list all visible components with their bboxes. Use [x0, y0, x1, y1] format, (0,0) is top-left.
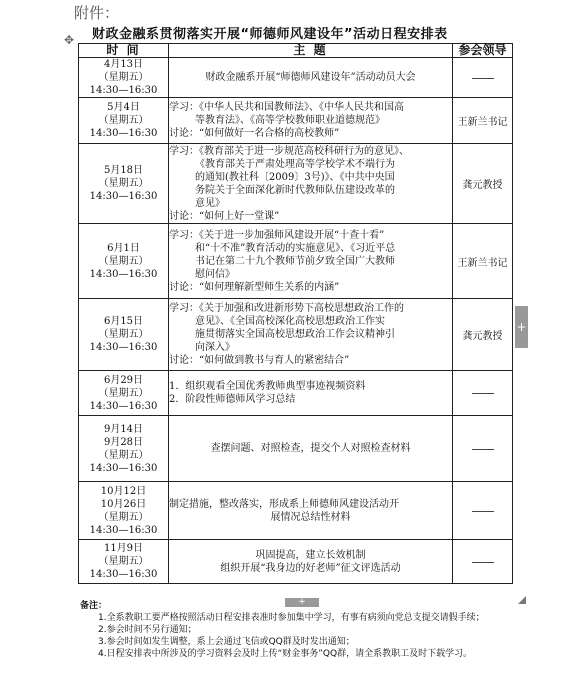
topic-line: 向深入》 [195, 342, 235, 353]
weekday-text: （星期五） [98, 178, 149, 189]
topic-line: 学习：《中华人民共和国教师法》、《中华人民共和国高 [169, 102, 404, 113]
weekday-text: （星期五） [98, 511, 149, 523]
time-range-text: 14:30—16:30 [89, 462, 158, 474]
topic-cell [169, 371, 453, 416]
leader-cell [453, 299, 513, 371]
date-text: 9月14日 [103, 423, 144, 435]
leader-text: —— [471, 554, 494, 569]
time-cell [79, 482, 169, 540]
time-range-text: 14:30—16:30 [89, 400, 158, 412]
leader-text: —— [471, 386, 494, 400]
topic-line: 1．组织观看全国优秀教师典型事迹视频资料 [169, 381, 366, 392]
weekday-text: （星期五） [98, 329, 149, 340]
topic-line: 组织开展“我身边的好老师”征文评选活动 [220, 562, 401, 574]
table-row [79, 98, 513, 144]
weekday-text: （星期五） [98, 449, 149, 461]
time-cell [79, 371, 169, 416]
table-row [79, 144, 513, 224]
discussion-line: 讨论：“如何理解新型师生关系的内涵” [169, 281, 340, 293]
time-cell [79, 224, 169, 299]
leader-cell [453, 58, 513, 98]
leader-text: —— [471, 441, 494, 456]
topic-cell [169, 144, 453, 224]
table-row [79, 540, 513, 584]
add-row-tab-icon[interactable]: + [285, 598, 319, 607]
note-item: 2.参会时间不另行通知； [98, 625, 197, 635]
weekday-text: （星期五） [98, 72, 149, 83]
date-text: 5月4日 [107, 102, 140, 113]
topic-line: 的通知(教社科〔2009〕3号)》、《中共中央国 [195, 171, 395, 183]
topic-cell [169, 58, 453, 98]
topic-cell [169, 299, 453, 371]
table-header-row [79, 44, 513, 58]
topic-line: 学习：《教育部关于进一步规范高校科研行为的意见》、 [169, 145, 409, 157]
date-text: 4月13日 [103, 59, 144, 70]
leader-cell [453, 144, 513, 224]
note-item: 3.参会时间如发生调整，系上会通过飞信或QQ群及时发出通知； [98, 637, 355, 647]
time-cell [79, 58, 169, 98]
time-range-text: 14:30—16:30 [89, 191, 158, 202]
time-cell [79, 416, 169, 482]
table-row [79, 299, 513, 371]
notes-section [80, 600, 520, 660]
header-leader: 参会领导 [453, 44, 513, 58]
topic-line: 书记在第二十九个教师节前夕致全国广大教师 [195, 255, 395, 267]
time-cell [79, 98, 169, 144]
topic-line: 学习：《关于加强和改进新形势下高校思想政治工作的 [169, 303, 404, 314]
leader-text: 龚元教授 [462, 331, 503, 342]
time-cell [79, 540, 169, 584]
page-title: 财政金融系贯彻落实开展“师德师风建设年”活动日程安排表 [92, 27, 448, 42]
weekday-text: （星期五） [98, 387, 149, 399]
note-item: 1.全系教职工要严格按照活动日程安排表准时参加集中学习，有事有病须向党总支提交请假手续； [98, 613, 485, 623]
topic-line: 慰问信》 [195, 268, 235, 280]
note-item: 4.日程安排表中所涉及的学习资料会及时上传“财金事务”QQ群，请全系教职工及时下载学习。 [98, 649, 473, 659]
leader-cell [453, 98, 513, 144]
leader-text: —— [471, 503, 494, 518]
leader-text: 王新兰书记 [457, 257, 508, 269]
leader-cell [453, 371, 513, 416]
time-cell [79, 299, 169, 371]
leader-cell [453, 416, 513, 482]
leader-text: —— [471, 70, 494, 85]
table-move-handle-icon[interactable]: ✥ [64, 33, 75, 47]
date-text: 11月9日 [103, 543, 144, 554]
topic-line: 财政金融系开展“师德师风建设年”活动动员大会 [205, 72, 416, 83]
date-text: 6月1日 [107, 242, 140, 254]
topic-line: 制定措施，整改落实，形成系上师德师风建设活动开 [169, 498, 399, 510]
date-text: 6月29日 [103, 374, 144, 386]
schedule-table [78, 43, 513, 584]
table-row [79, 58, 513, 98]
leader-cell [453, 540, 513, 584]
weekday-text: （星期五） [98, 255, 149, 267]
header-topic: 主 题 [169, 44, 453, 58]
leader-text: 龚元教授 [462, 180, 503, 191]
date-text: 5月18日 [103, 165, 144, 176]
time-range-text: 14:30—16:30 [89, 128, 158, 139]
topic-line: 学习：《关于进一步加强师风建设开展“十查十看” [169, 229, 385, 241]
topic-line: 展情况总结性材料 [270, 511, 351, 523]
topic-cell [169, 98, 453, 144]
topic-line: 2．阶段性师德师风学习总结 [169, 394, 296, 405]
leader-text: 王新兰书记 [457, 117, 508, 128]
weekday-text: （星期五） [98, 115, 149, 126]
discussion-line: 讨论：“如何做好一名合格的高校教师” [169, 128, 340, 139]
time-range-text: 14:30—16:30 [89, 342, 158, 353]
notes-heading: 备注： [80, 601, 108, 611]
discussion-line: 讨论：“如何上好一堂课” [169, 210, 280, 222]
time-range-text: 14:30—16:30 [89, 524, 158, 536]
table-row [79, 482, 513, 540]
table-row [79, 416, 513, 482]
topic-line: 意见》 [195, 197, 225, 209]
table-row [79, 224, 513, 299]
date-text: 6月15日 [103, 316, 144, 327]
topic-line: 务院关于全面深化新时代教师队伍建设改革的 [195, 184, 395, 196]
discussion-line: 讨论：“如何做到教书与育人的紧密结合” [169, 355, 350, 366]
date-text: 10月12日 [100, 485, 147, 497]
header-time: 时 间 [79, 44, 169, 58]
leader-cell [453, 224, 513, 299]
topic-cell [169, 224, 453, 299]
topic-line: 等教育法》、《高等学校教师职业道德规范》 [195, 115, 385, 126]
time-cell [79, 144, 169, 224]
weekday-text: （星期五） [98, 556, 149, 567]
topic-line: 意见》、《全国高校深化高校思想政治工作实 [195, 316, 385, 327]
time-range-text: 14:30—16:30 [89, 268, 158, 280]
expand-column-tab-icon[interactable]: + [515, 306, 528, 348]
table-row [79, 371, 513, 416]
topic-line: 巩固提高，建立长效机制 [255, 549, 366, 561]
topic-line: 查摆问题、对照检查，提交个人对照检查材料 [210, 443, 411, 454]
topic-line: 施贯彻落实全国高校思想政治工作会议精神引 [195, 329, 395, 340]
time-range-text: 14:30—16:30 [89, 569, 158, 580]
date-text: 10月26日 [100, 498, 147, 510]
topic-cell [169, 416, 453, 482]
topic-cell [169, 540, 453, 584]
topic-cell [169, 482, 453, 540]
leader-cell [453, 482, 513, 540]
time-range-text: 14:30—16:30 [89, 85, 158, 96]
attachment-label: 附件： [74, 4, 120, 22]
topic-line: 和“十不准”教育活动的实施意见》、《习近平总 [195, 242, 396, 254]
date-text: 9月28日 [103, 436, 144, 448]
topic-line: 《教育部关于严肃处理高等学校学术不端行为 [195, 158, 395, 170]
